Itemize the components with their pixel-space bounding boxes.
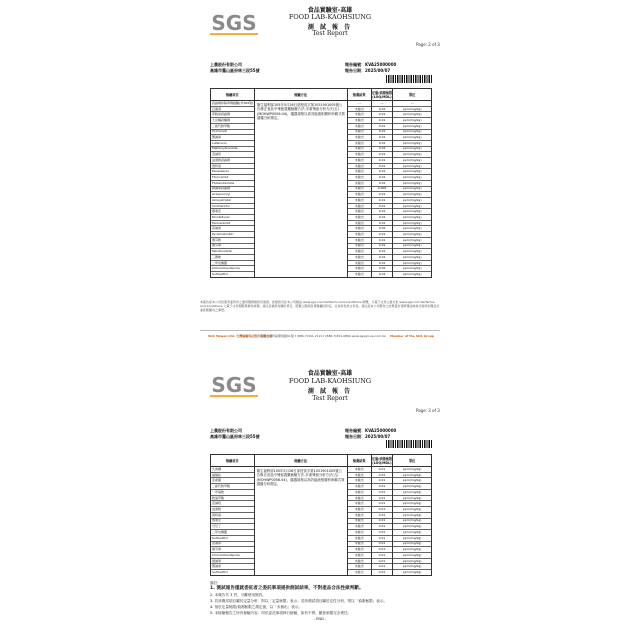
table-cell-result: 未檢出 [348,519,371,525]
table-cell-loq: 0.01 [372,198,393,204]
table-cell-unit: ppm(mg/kg) [393,536,431,542]
table-cell-result: 未檢出 [348,478,371,484]
table-cell-loq: 0.01 [372,221,393,227]
table-cell-loq: 0.01 [378,272,386,276]
table-cell-result: --- [348,101,371,107]
loq-column [372,467,394,575]
table-cell-item: 賽芬胺 [211,238,254,244]
lab-name-en: FOOD LAB-KAOHSIUNG [288,13,372,21]
lab-name-zh: 食品實驗室-高雄 [307,7,353,14]
method-column [255,467,348,575]
table-cell-loq: 0.01 [372,164,393,170]
table-cell-loq: 0.01 [372,467,393,473]
table-cell-item: Flonicamid [211,175,254,181]
table-cell-unit: ppm(mg/kg) [393,158,431,164]
table-cell-unit: ppm(mg/kg) [393,107,431,113]
report-title-zh: 測 試 報 告 [307,388,353,395]
svg-text:SGS: SGS [211,373,257,397]
table-cell-unit: ppm(mg/kg) [393,215,431,221]
table-cell-result: 未檢出 [348,221,371,227]
table-cell-unit: ppm(mg/kg) [393,198,431,204]
table-cell-result: 未檢出 [348,496,371,502]
table-cell-loq: 0.01 [372,513,393,519]
table-cell-result: 未檢出 [348,501,371,507]
table-cell-unit: ppm(mg/kg) [393,192,431,198]
table-cell-unit: ppm(mg/kg) [402,570,422,575]
table-cell-result: 未檢出 [348,513,371,519]
table-cell-item: 福瑞松 [211,473,254,479]
header-unit: 單位 [408,458,416,463]
table-cell-result: 未檢出 [348,547,371,553]
table-cell-loq: 0.01 [372,112,393,118]
table-cell-result: 未檢出 [348,209,371,215]
remark-line: 2. 本報告共 3 頁，分離使用無效。 [210,593,266,597]
report-date: 報告日期：2025/00/07 [345,68,391,73]
table-cell-unit: ppm(mg/kg) [393,141,431,147]
table-cell-result: 未檢出 [348,130,371,136]
table-cell-unit: ppm(mg/kg) [393,519,431,525]
table-cell-result: 未檢出 [348,147,371,153]
remark-line: 4. 低於定量極限/偵測極限之測定值，以「未檢出」表示。 [210,605,303,609]
table-cell-loq: 0.01 [372,232,393,238]
footer-address: 高雄市楠梓區開發路61號 t (886-7)301-2121 f (886-7)301-0869 www.sgsgroup.com.tw [260,334,386,338]
table-cell-result: 未檢出 [348,266,371,272]
header-result: 檢測結果 [348,455,372,466]
table-cell-loq: 0.01 [372,501,393,507]
table-cell-result: 未檢出 [348,204,371,210]
report-barcode [386,75,432,83]
table-cell-result: 未檢出 [348,118,371,124]
table-cell-loq: 0.01 [372,507,393,513]
table-cell-unit: ppm(mg/kg) [402,272,422,276]
table-cell-result: 未檢出 [348,524,371,530]
table-cell-unit: ppm(mg/kg) [393,490,431,496]
table-cell-item: 一甲基胺 [211,490,254,496]
table-cell-result: 未檢出 [348,507,371,513]
table-cell-item: 賽滅淨 [211,135,254,141]
table-cell-result: 未檢出 [348,530,371,536]
table-cell-item: Acequinocyl [211,192,254,198]
report-meta [345,62,396,74]
table-cell-item: 益達胺 [211,507,254,513]
report-title-en: Test Report [312,30,348,37]
table-cell-unit: ppm(mg/kg) [393,501,431,507]
table-cell-loq: 0.01 [372,547,393,553]
table-cell-result: 未檢出 [348,484,371,490]
report-date: 報告日期：2025/00/07 [345,434,391,439]
table-cell-loq: 0.01 [372,124,393,130]
table-cell-result: 未檢出 [348,124,371,130]
table-cell-unit: ppm(mg/kg) [393,513,431,519]
table-cell-item: Clothianidin [211,204,254,210]
table-cell-item: 胺基甲酸 [211,496,254,502]
report-meta [345,428,396,440]
lab-name-zh: 食品實驗室-高雄 [307,370,353,377]
table-cell-item: 畢芬寧 [211,244,254,250]
table-cell-result: 未檢出 [348,536,371,542]
remarks-list [210,592,430,616]
table-cell-unit: ppm(mg/kg) [393,547,431,553]
table-cell-result: 未檢出 [348,164,371,170]
table-cell-loq: 0.01 [372,519,393,525]
header-item: 檢驗項目 [211,455,255,466]
header-unit: 單位 [408,92,416,97]
table-cell-item: Chlorantraniliprole [211,266,254,272]
header-item: 檢驗項目 [211,89,255,100]
svg-text:SGS: SGS [211,11,257,35]
table-cell-unit: ppm(mg/kg) [393,135,431,141]
table-cell-loq: 0.01 [372,266,393,272]
table-cell-result: 未檢出 [348,467,371,473]
table-cell-item: 二硫代胺甲酸 [211,124,254,130]
table-cell-unit: ppm(mg/kg) [393,478,431,484]
table-cell-unit: ppm(mg/kg) [393,496,431,502]
table-cell-loq: 0.01 [372,490,393,496]
table-cell-unit: ppm(mg/kg) [393,559,431,565]
table-cell-loq: 0.01 [372,204,393,210]
table-cell-item: 達特南 [211,513,254,519]
table-cell-item: 可尼丁 [211,524,254,530]
header-loq: 定量/偵測極限(LOQ/MDL) [371,456,393,465]
table-cell-unit: ppm(mg/kg) [393,473,431,479]
table-cell-loq: 0.01 [372,152,393,158]
table-cell-unit: ppm(mg/kg) [393,266,431,272]
table-cell-result: 未檢出 [348,255,371,261]
table-cell-unit: ppm(mg/kg) [393,467,431,473]
page-footer [200,330,440,344]
table-cell-loq: 0.01 [372,226,393,232]
table-cell-item: 二甲戊樂靈 [211,530,254,536]
table-cell-unit: ppm(mg/kg) [393,112,431,118]
table-cell-loq: 0.01 [372,209,393,215]
results-table [210,88,432,278]
table-cell-item: 二硫代胺甲酸 [211,484,254,490]
client-name: 上農股份有限公司 [210,62,242,67]
table-cell-loq: 0.01 [372,118,393,124]
table-cell-item: Chlorantraniliprole [211,553,254,559]
table-cell-result: 未檢出 [348,244,371,250]
table-cell-item: 亞滅培 [211,152,254,158]
table-cell-item: 殺蟲劑和除草劑檢驗(共384項) [212,101,254,105]
table-cell-unit: ppm(mg/kg) [393,181,431,187]
header-loq: 定量/偵測極限(LOQ/MDL) [371,90,393,99]
table-cell-item: 亞素靈 [211,478,254,484]
terms-notes: 本報告係本公司依照背面所印之通用服務條款所簽發，此條款可在本公司網站 www.sgs.com.tw/Terms-and-Conditions 閱覽，凡電子文件之格式依 www.sgs.com.tw/Terms-and-Conditions 之電子文件期限與條件處理。請注意條款有關於責任、賠償之限制及管轄權的約定。任何持有此文件者，請注意本公司製作之結果報告書將僅反映執行時所紀錄且於委託範圍內之事實。 [200,300,440,312]
report-number: 報告編號：KVA25000000 [345,62,397,67]
method-text: 衛生福利部105年5月26日部授食字第1051901005號公告修正食品中殘留農藥檢驗方法-多重殘留分析方法(五)(MOHWP0056.04)，儀器規格以高效能液相層析串聯式質譜儀分析測定。 [256,469,345,487]
header-result: 檢測結果 [348,89,372,100]
table-cell-result: 未檢出 [348,175,371,181]
lab-name-en: FOOD LAB-KAOHSIUNG [288,377,372,385]
table-cell-unit: ppm(mg/kg) [393,147,431,153]
table-cell-unit: ppm(mg/kg) [393,553,431,559]
table-cell-result: 未檢出 [348,238,371,244]
table-cell-loq: 0.01 [372,135,393,141]
table-cell-item: Sulfoxaflor [212,570,229,575]
table-cell-result: 未檢出 [348,112,371,118]
table-cell-loq: 0.01 [372,141,393,147]
table-cell-unit: ppm(mg/kg) [393,164,431,170]
client-block [210,62,260,74]
table-cell-unit: ppm(mg/kg) [393,204,431,210]
table-cell-result: 未檢出 [348,249,371,255]
table-cell-loq: 0.01 [372,564,393,570]
report-number: 報告編號：KVA25000000 [345,428,397,433]
table-cell-result: 未檢出 [348,187,371,193]
table-cell-item: 賽速安 [211,209,254,215]
table-cell-loq: 0.01 [372,524,393,530]
table-cell-item: 益達胺殺蟲劑 [211,158,254,164]
table-cell-result: 未檢出 [348,152,371,158]
header-method: 檢驗方法 [255,89,348,100]
table-cell-loq: 0.01 [372,244,393,250]
table-cell-item: 久效磷 [211,467,254,473]
table-cell-unit: ppm(mg/kg) [393,130,431,136]
table-cell-item: 三賽唑 [211,255,254,261]
table-cell-loq: 0.01 [372,158,393,164]
table-cell-result: 未檢出 [348,141,371,147]
report-barcode [386,440,432,448]
result-column [348,467,372,575]
item-column [211,101,255,277]
table-cell-loq: 0.01 [372,496,393,502]
table-cell-result: 未檢出 [348,559,371,565]
table-cell-loq: 0.01 [372,542,393,548]
table-cell-result: 未檢出 [348,215,371,221]
table-cell-unit: ppm(mg/kg) [393,187,431,193]
table-cell-item: Methoxyfenozide [211,147,254,153]
table-cell-unit: ppm(mg/kg) [393,175,431,181]
table-cell-item: Fenhexamid [211,221,254,227]
table-cell-loq: 0.01 [372,147,393,153]
table-cell-result: 未檢出 [348,181,371,187]
table-cell-result: 未檢出 [348,542,371,548]
table-cell-item: Flubendiamide [211,181,254,187]
table-cell-item: Dinotefuran [211,215,254,221]
table-cell-item: Sulfoxaflor [212,272,229,276]
table-cell-item: 賽滅淨 [211,564,254,570]
loq-column [372,101,394,277]
table-cell-unit: ppm(mg/kg) [393,238,431,244]
table-cell-loq: 0.01 [372,261,393,267]
table-cell-loq: 0.01 [372,181,393,187]
table-cell-unit: ppm(mg/kg) [393,542,431,548]
table-header [211,455,431,467]
remark-line: 5. 本檢驗報告之所有檢驗內容，均依委託事項執行檢驗，如有不實，願意承擔完全責任。 [210,611,352,615]
table-cell-result: 未檢出 [348,158,371,164]
table-cell-unit: ppm(mg/kg) [393,232,431,238]
table-cell-unit: ppm(mg/kg) [393,484,431,490]
table-cell-unit: ppm(mg/kg) [393,124,431,130]
table-cell-loq: 0.01 [372,169,393,175]
unit-column [393,467,431,575]
table-cell-loq: --- [372,101,393,107]
table-cell-unit: ppm(mg/kg) [393,255,431,261]
table-cell-result: 未檢出 [354,272,364,276]
table-cell-result: 未檢出 [348,135,371,141]
table-cell-loq: 0.01 [372,484,393,490]
table-cell-loq: 0.01 [372,175,393,181]
sgs-logo [208,370,260,400]
table-cell-result: 未檢出 [348,192,371,198]
table-cell-item: 達特南 [211,164,254,170]
table-cell-loq: 0.01 [372,238,393,244]
table-cell-unit: ppm(mg/kg) [393,261,431,267]
table-cell-result: 未檢出 [348,553,371,559]
table-cell-unit: ppm(mg/kg) [393,226,431,232]
table-cell-item: 二甲戊樂靈 [211,261,254,267]
method-text: 衛生福利部105年5月26日部授食字第1051901005號公告修正食品中殘留農藥檢驗方法-多重殘留分析方法(五)(MOHWP0056.04)，儀器規格以高效能液相層析串聯式質譜儀分析測定。 [257,103,345,121]
table-cell-item: 亞滅培 [211,501,254,507]
table-header [211,89,431,101]
table-cell-result: 未檢出 [348,107,371,113]
item-column [211,467,255,575]
remarks-main: 1. 測試報告僅就委託者之委託事項提供測試結果，不對產品合法性做判斷。 [210,586,364,591]
client-name: 上農股份有限公司 [210,428,242,433]
remarks-title: 備註： [210,581,221,585]
table-cell-loq: 0.01 [372,478,393,484]
table-cell-unit: ppm(mg/kg) [393,169,431,175]
table-cell-result: 未檢出 [348,232,371,238]
table-cell-loq: 0.01 [372,215,393,221]
table-cell-item: 派滅淨 [211,226,254,232]
results-table [210,454,432,576]
table-cell-unit: ppm(mg/kg) [393,530,431,536]
table-cell-loq: 0.01 [372,130,393,136]
table-cell-result: 未檢出 [348,490,371,496]
result-column [348,101,372,277]
table-cell-unit: ppm(mg/kg) [393,152,431,158]
table-cell-loq: 0.01 [372,255,393,261]
table-cell-result: 未檢出 [348,198,371,204]
footer-member: Member of the SGS Group [389,334,434,338]
sgs-logo [208,8,260,38]
table-cell-unit: --- [393,101,431,107]
unit-column [393,101,431,277]
table-cell-result: 未檢出 [348,261,371,267]
method-column [255,101,348,277]
remark-line: 3. 若該測試項目屬於定量分析，則以「定量極限」表示；若該測試項目屬於定性分析，則以「偵測極限」表示。 [210,599,388,603]
table-cell-unit: ppm(mg/kg) [393,524,431,530]
table-cell-unit: ppm(mg/kg) [393,118,431,124]
table-cell-item: 大克蟎殺蟎劑 [211,118,254,124]
table-cell-item: Azoxystrobin [211,198,254,204]
table-cell-loq: 0.01 [372,192,393,198]
table-cell-result: 未檢出 [348,226,371,232]
page-number: Page: 2 of 3 [416,42,440,47]
table-cell-result: 未檢出 [354,570,364,575]
client-block [210,428,260,440]
remarks-block [210,580,430,622]
table-cell-item: 撲滅寧 [211,559,254,565]
table-cell-item: Pyraclostrobin [211,232,254,238]
table-cell-loq: 0.01 [372,536,393,542]
client-address: 高雄市鳳山區府林三段55號 [210,434,260,439]
table-cell-item: Pirimicarb [211,130,254,136]
table-cell-item: 草脫淨殺蟲劑 [211,112,254,118]
table-cell-loq: 0.01 [372,107,393,113]
report-page-3 [0,360,640,640]
report-title-en: Test Report [312,395,348,402]
table-cell-loq: 0.01 [378,570,386,575]
header-method: 檢驗方法 [255,455,348,466]
table-cell-unit: ppm(mg/kg) [393,564,431,570]
table-cell-unit: ppm(mg/kg) [393,507,431,513]
table-cell-unit: ppm(mg/kg) [393,249,431,255]
table-cell-loq: 0.01 [372,249,393,255]
table-cell-loq: 0.01 [372,473,393,479]
table-cell-result: 未檢出 [348,564,371,570]
table-cell-item: Tebufenozide [211,249,254,255]
table-cell-result: 未檢出 [348,473,371,479]
table-cell-item: Lufenuron [211,141,254,147]
table-cell-loq: 0.01 [372,530,393,536]
footer-company: SGS Taiwan Ltd. 台灣檢驗科技股份有限公司 [208,334,273,338]
table-cell-result: 未檢出 [348,169,371,175]
page-number: Page: 3 of 3 [416,408,440,413]
table-cell-loq: 0.01 [372,553,393,559]
table-cell-item: 百菌清 [211,107,254,113]
table-cell-item: 派滅淨 [211,542,254,548]
table-cell-unit: ppm(mg/kg) [393,221,431,227]
table-cell-loq: 0.005 [372,187,393,193]
end-marker: - END - [313,617,327,621]
table-cell-item: 撲滅寧殺菌劑 [211,187,254,193]
table-cell-loq: 0.01 [372,559,393,565]
client-address: 高雄市鳳山區府林三段55號 [210,68,260,73]
table-cell-unit: ppm(mg/kg) [393,244,431,250]
table-cell-item: Fenazaquin [211,169,254,175]
table-cell-unit: ppm(mg/kg) [393,209,431,215]
table-cell-item: 賽速安 [211,519,254,525]
table-cell-item: Sulfoxaflor [211,536,254,542]
report-title-zh: 測 試 報 告 [307,24,353,31]
table-cell-item: 畢芬寧 [211,547,254,553]
